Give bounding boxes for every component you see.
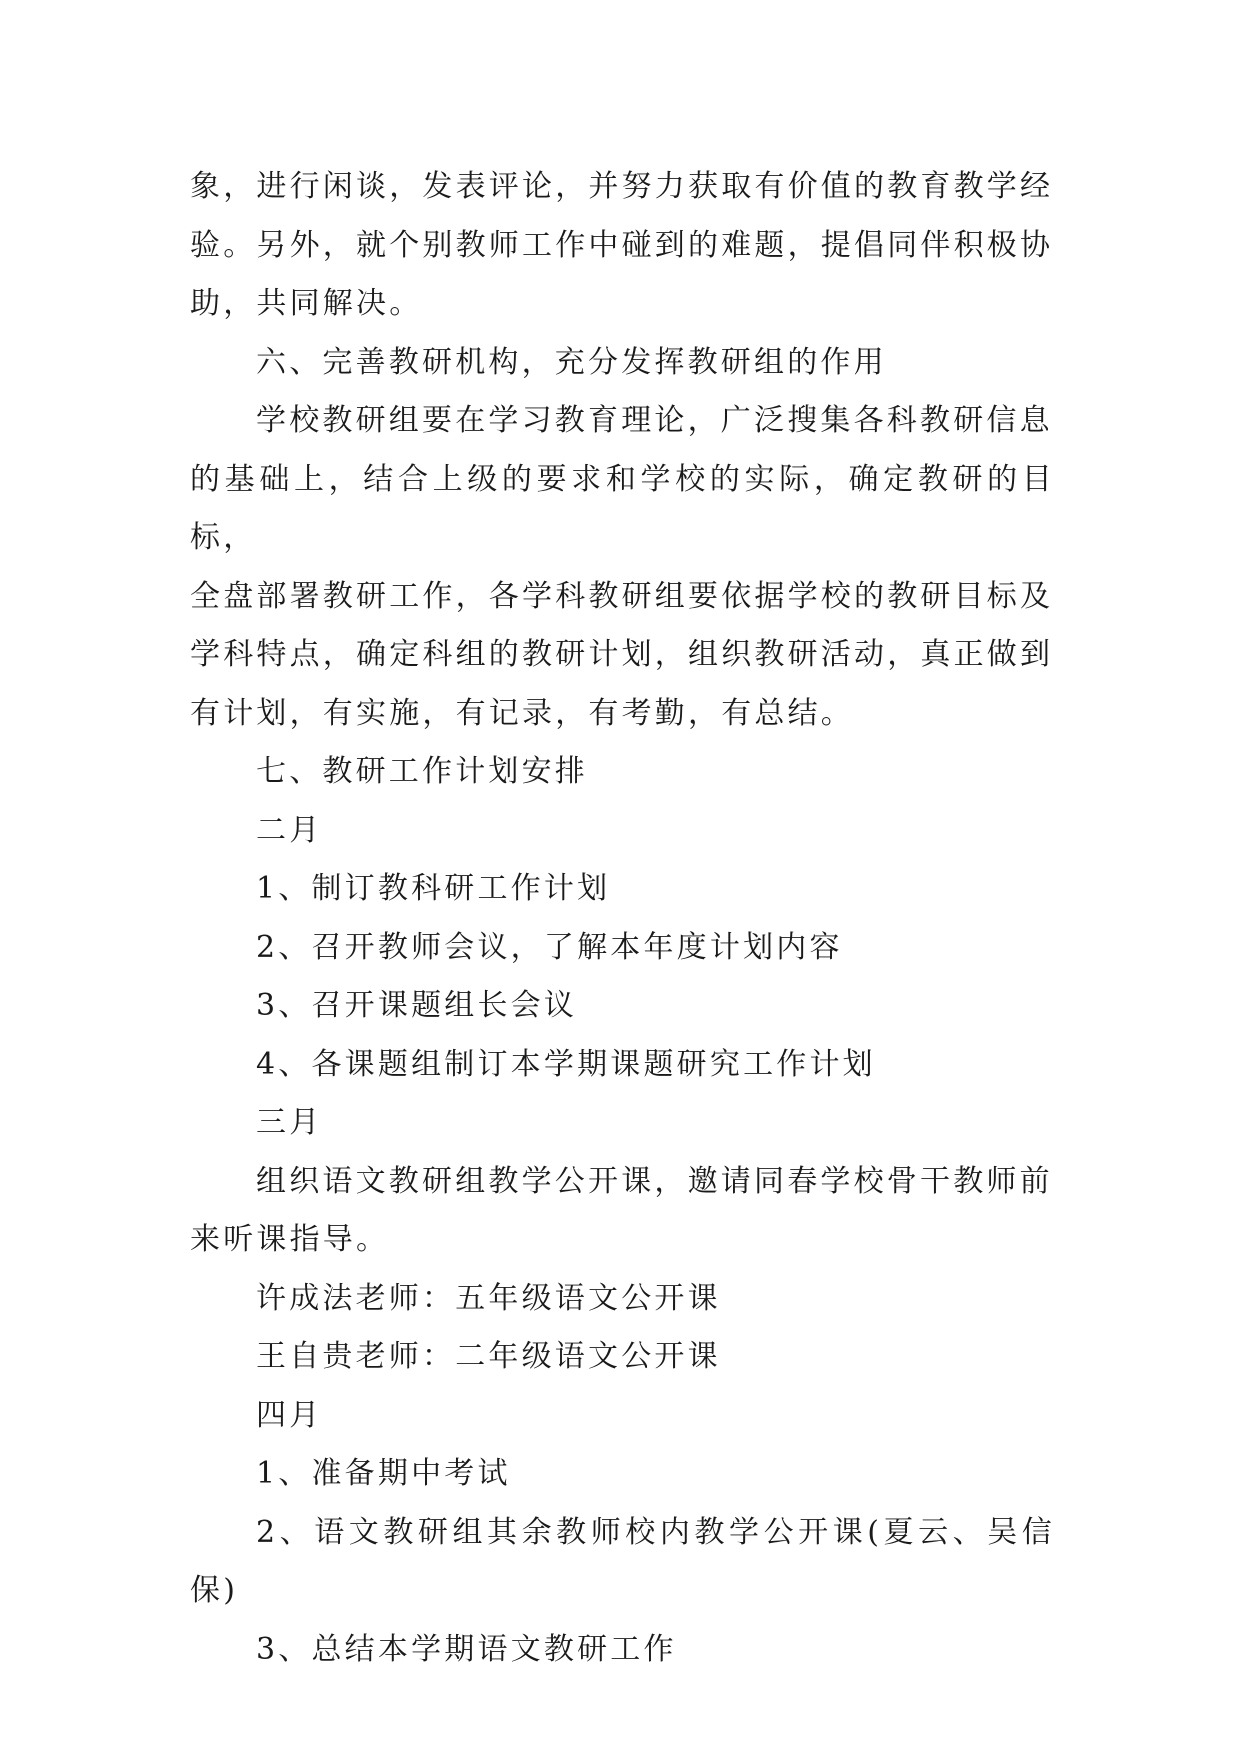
- month-heading: 二月: [256, 812, 323, 848]
- text-line: 全盘部署教研工作，各学科教研组要依据学校的教研目标及: [190, 578, 1054, 614]
- list-item: 1、制订教科研工作计划: [256, 871, 611, 906]
- text-line: 助，共同解决。: [190, 286, 423, 321]
- text-line: 学校教研组要在学习教育理论，广泛搜集各科教研信息: [256, 403, 1053, 438]
- text-line: 组织语文教研组教学公开课，邀请同春学校骨干教师前: [256, 1163, 1053, 1199]
- list-item: 2、召开教师会议，了解本年度计划内容: [256, 929, 843, 965]
- text-line: 象，进行闲谈，发表评论，并努力获取有价值的教育教学经: [190, 169, 1054, 204]
- list-item: 2、语文教研组其余教师校内教学公开课(夏云、吴信保): [190, 1514, 1055, 1608]
- paragraph: [190, 1153, 1055, 1270]
- month-heading: 三月: [256, 1105, 323, 1140]
- list-item: 3、总结本学期语文教研工作: [256, 1631, 677, 1667]
- text-line: 有计划，有实施，有记录，有考勤，有总结。: [190, 695, 854, 731]
- list-item: 王自贵老师：二年级语文公开课: [256, 1339, 721, 1374]
- list-item: 许成法老师：五年级语文公开课: [256, 1280, 721, 1316]
- paragraph: [190, 158, 1055, 334]
- paragraph: [190, 392, 1055, 743]
- document-page: [190, 158, 1055, 1679]
- text-line: 学科特点，确定科组的教研计划，组织教研活动，真正做到: [190, 637, 1054, 672]
- text-line: 验。另外，就个别教师工作中碰到的难题，提倡同伴积极协: [190, 227, 1054, 263]
- list-item: 1、准备期中考试: [256, 1456, 511, 1491]
- section-heading: 七、教研工作计划安排: [256, 754, 588, 789]
- month-heading: 四月: [256, 1397, 323, 1433]
- list-item: 3、召开课题组长会议: [256, 988, 578, 1023]
- list-item: 4、各课题组制订本学期课题研究工作计划: [256, 1046, 876, 1082]
- text-line: 来听课指导。: [190, 1222, 390, 1257]
- section-heading: 六、完善教研机构，充分发挥教研组的作用: [256, 344, 887, 380]
- text-line: 的基础上，结合上级的要求和学校的实际，确定教研的目标，: [190, 461, 1055, 555]
